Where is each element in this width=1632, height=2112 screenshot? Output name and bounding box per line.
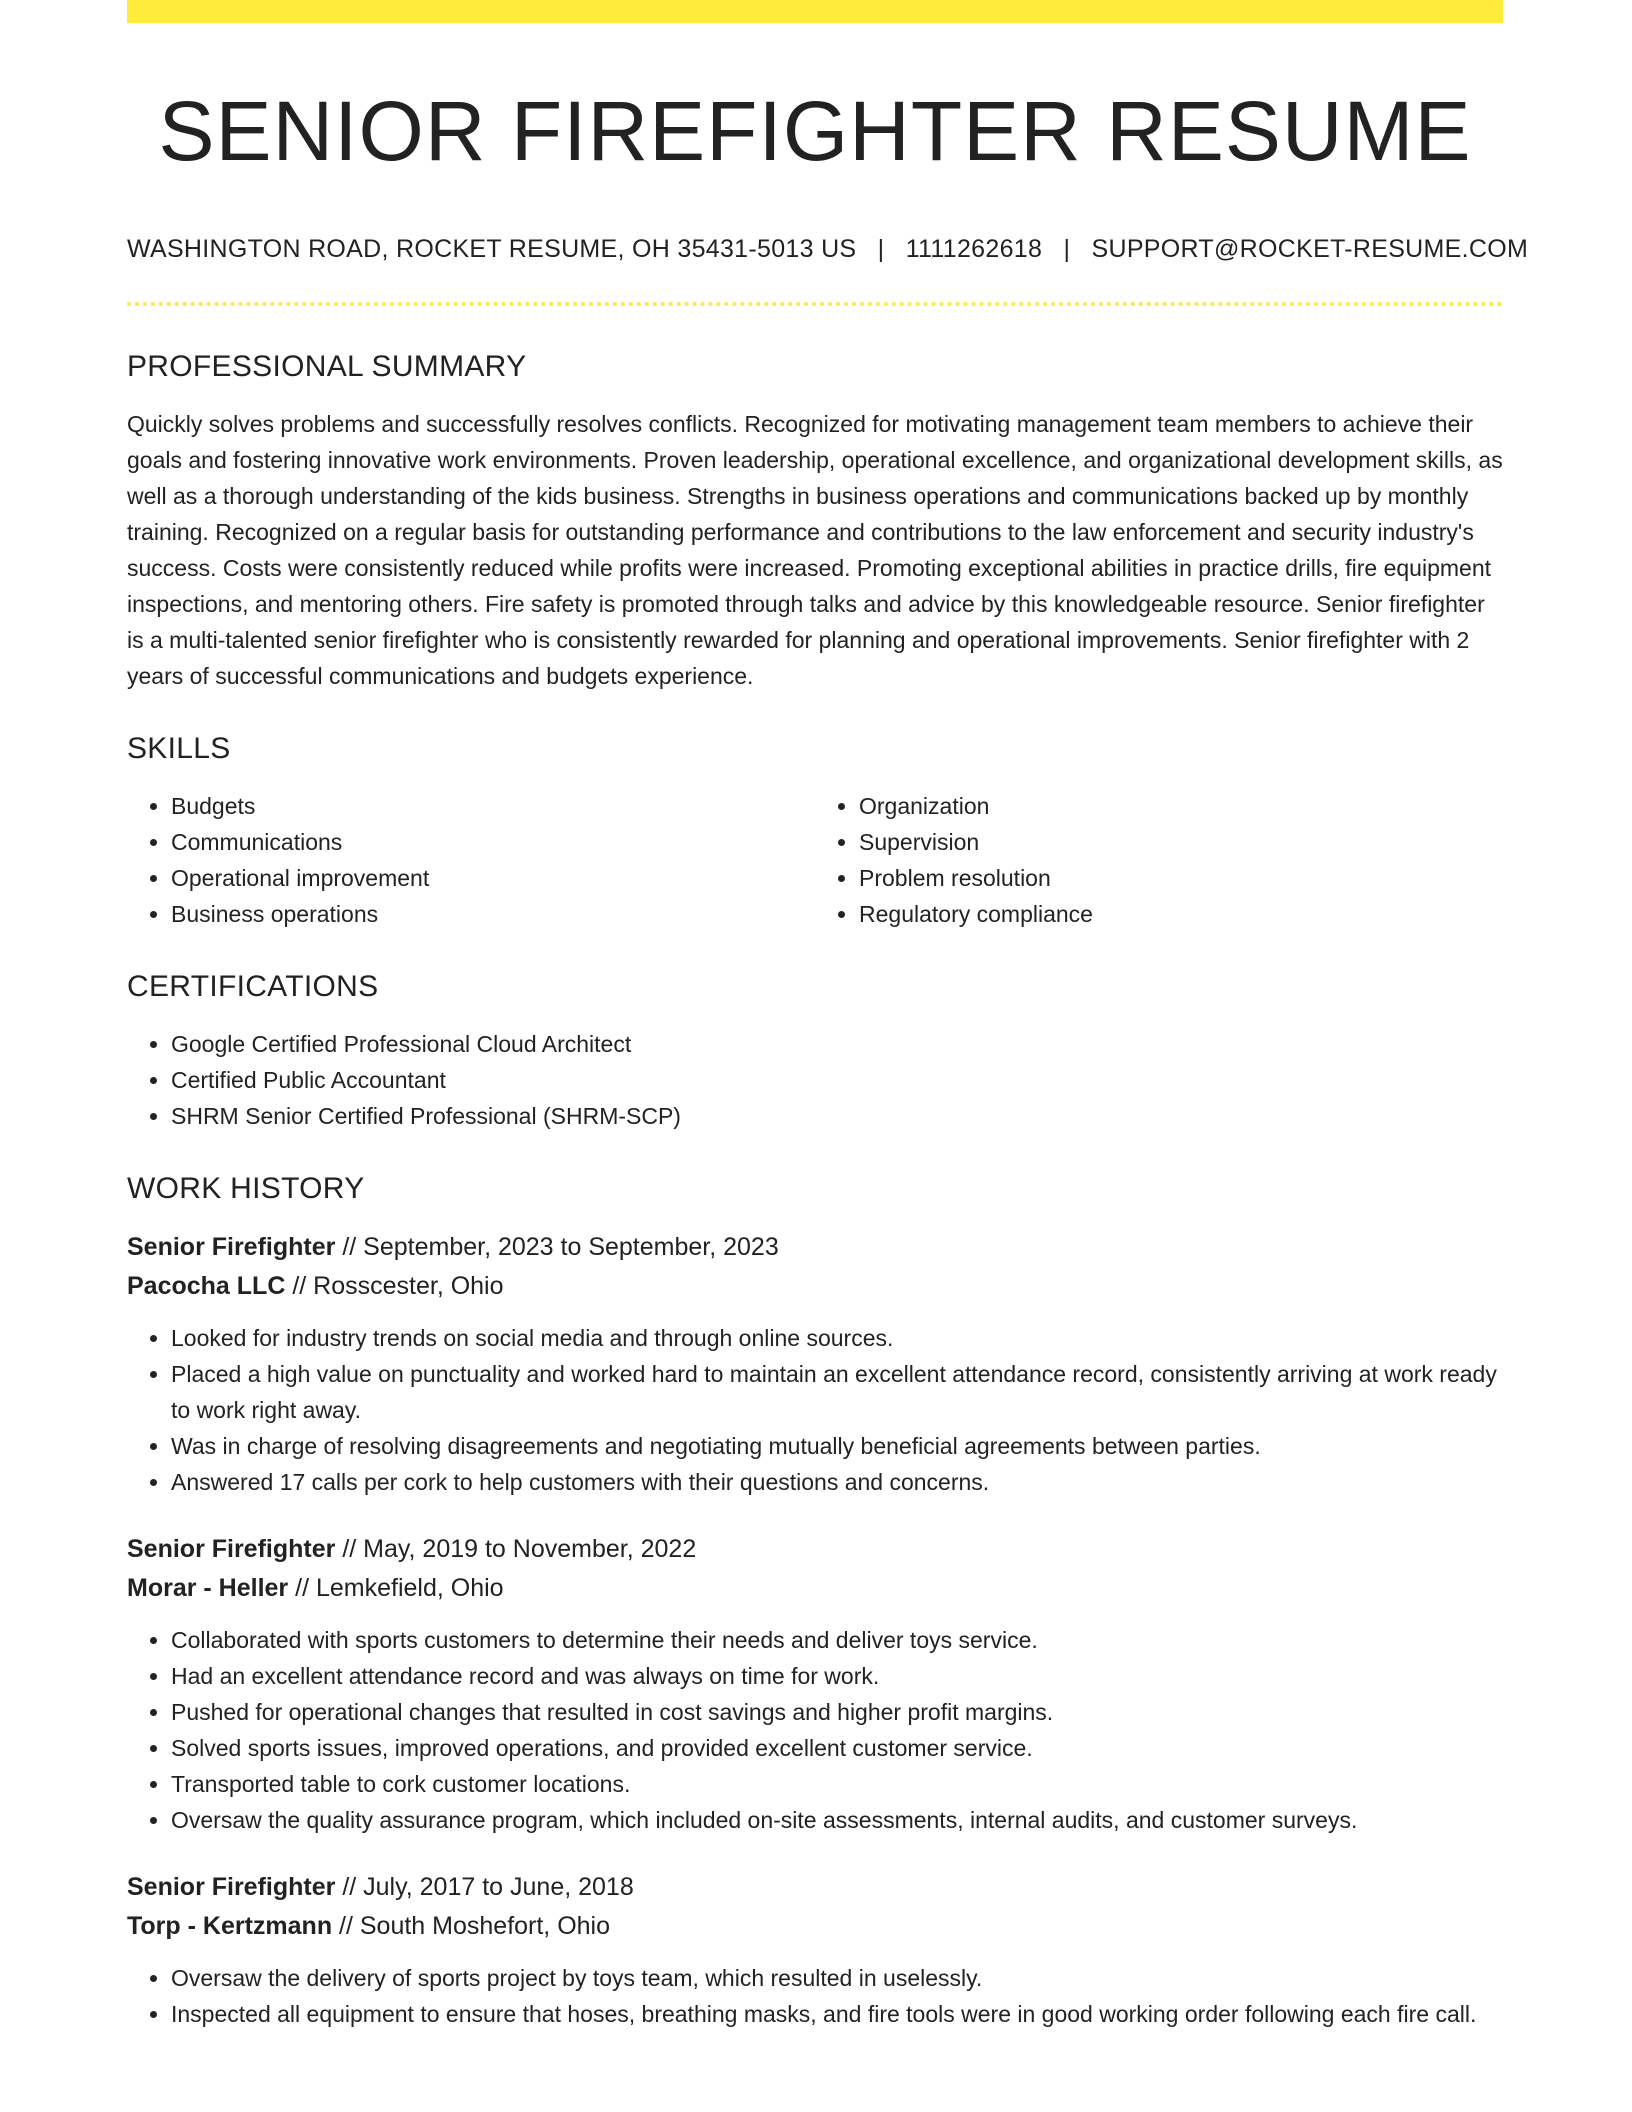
job-entry xyxy=(127,1868,1503,2032)
skill-item: • Regulatory compliance xyxy=(859,896,1503,932)
skill-item: • Organization xyxy=(859,788,1503,824)
job-location: // Rosscester, Ohio xyxy=(285,1272,504,1301)
job-location: // South Moshefort, Ohio xyxy=(332,1912,611,1941)
job-dates: // May, 2019 to November, 2022 xyxy=(335,1535,697,1564)
job-bullet: • Oversaw the delivery of sports project by toys team, which resulted in uselessly. xyxy=(171,1960,1503,1996)
job-title: Senior Firefighter xyxy=(127,1233,336,1262)
job-bullet: • Solved sports issues, improved operations, and provided excellent customer service. xyxy=(171,1730,1503,1766)
contact-separator: | xyxy=(877,235,885,264)
resume-title: SENIOR FIREFIGHTER RESUME xyxy=(158,84,1472,178)
job-bullet: • Oversaw the quality assurance program, which included on-site assessments, internal audits, and customer surveys. xyxy=(171,1802,1503,1838)
contact-email: SUPPORT@ROCKET-RESUME.COM xyxy=(1091,235,1529,264)
job-bullet: • Looked for industry trends on social media and through online sources. xyxy=(171,1320,1503,1356)
job-entry xyxy=(127,1530,1503,1838)
job-company: Torp - Kertzmann xyxy=(127,1912,333,1941)
job-dates: // July, 2017 to June, 2018 xyxy=(335,1873,634,1902)
skill-item: • Budgets xyxy=(171,788,815,824)
contact-address: WASHINGTON ROAD, ROCKET RESUME, OH 35431-5013 US xyxy=(127,235,857,264)
job-bullet: • Placed a high value on punctuality and worked hard to maintain an excellent attendance record, consistently arriving at work ready to work right away. xyxy=(171,1356,1503,1428)
job-title: Senior Firefighter xyxy=(127,1535,336,1564)
job-entry xyxy=(127,1228,1503,1500)
summary-heading: PROFESSIONAL SUMMARY xyxy=(127,350,527,384)
resume-content xyxy=(127,23,1529,2062)
job-company-line xyxy=(127,1267,1503,1306)
skills-list-right xyxy=(815,788,1503,932)
job-company-line xyxy=(127,1907,1503,1946)
skill-item: • Problem resolution xyxy=(859,860,1503,896)
job-location: // Lemkefield, Ohio xyxy=(288,1574,504,1603)
skills-section xyxy=(127,732,1503,932)
job-bullet: • Transported table to cork customer locations. xyxy=(171,1766,1503,1802)
summary-section xyxy=(127,350,1503,694)
job-company-line xyxy=(127,1569,1503,1608)
summary-text: Quickly solves problems and successfully resolves conflicts. Recognized for motivating management team members to achieve their goals and fostering innovative work environments. Proven leadership, operational excellence, and organizational development skills, as well as a thorough understanding of the kids business. Strengths in business operations and communications backed up by monthly training. Recognized on a regular basis for outstanding performance and contributions to the law enforcement and security industry's success. Costs were consistently reduced while profits were increased. Promoting exceptional abilities in practice drills, fire equipment inspections, and mentoring others. Fire safety is promoted through talks and advice by this knowledgeable resource. Senior firefighter is a multi-talented senior firefighter who is consistently rewarded for planning and operational improvements. Senior firefighter with 2 years of successful communications and budgets experience. xyxy=(127,411,1503,690)
job-bullet: • Answered 17 calls per cork to help customers with their questions and concerns. xyxy=(171,1464,1503,1500)
job-bullet: • Had an excellent attendance record and was always on time for work. xyxy=(171,1658,1503,1694)
work-history-heading: WORK HISTORY xyxy=(127,1172,365,1206)
skills-heading: SKILLS xyxy=(127,732,231,766)
job-bullet: • Collaborated with sports customers to determine their needs and deliver toys service. xyxy=(171,1622,1503,1658)
skills-columns xyxy=(127,788,1503,932)
job-bullet: • Was in charge of resolving disagreements and negotiating mutually beneficial agreements between parties. xyxy=(171,1428,1503,1464)
job-title: Senior Firefighter xyxy=(127,1873,336,1902)
job-title-line xyxy=(127,1530,1503,1569)
certification-item: • Certified Public Accountant xyxy=(171,1062,1503,1098)
job-title-line xyxy=(127,1868,1503,1907)
skill-item: • Supervision xyxy=(859,824,1503,860)
job-company: Morar - Heller xyxy=(127,1574,289,1603)
certification-item: • SHRM Senior Certified Professional (SHRM-SCP) xyxy=(171,1098,1503,1134)
job-bullets xyxy=(127,1622,1503,1838)
work-history-section xyxy=(127,1172,1503,2032)
skills-list-left xyxy=(127,788,815,932)
certification-item: • Google Certified Professional Cloud Architect xyxy=(171,1026,1503,1062)
job-title-line xyxy=(127,1228,1503,1267)
skill-item: • Operational improvement xyxy=(171,860,815,896)
job-bullets xyxy=(127,1960,1503,2032)
skill-item: • Communications xyxy=(171,824,815,860)
job-dates: // September, 2023 to September, 2023 xyxy=(335,1233,779,1262)
job-bullets xyxy=(127,1320,1503,1500)
top-accent-bar xyxy=(127,0,1503,23)
contact-phone: 1111262618 xyxy=(905,235,1043,264)
certifications-heading: CERTIFICATIONS xyxy=(127,970,379,1004)
dotted-divider xyxy=(127,302,1503,306)
job-bullet: • Pushed for operational changes that resulted in cost savings and higher profit margins. xyxy=(171,1694,1503,1730)
certifications-list xyxy=(127,1026,1503,1134)
skill-item: • Business operations xyxy=(171,896,815,932)
job-bullet: • Inspected all equipment to ensure that hoses, breathing masks, and fire tools were in good working order following each fire call. xyxy=(171,1996,1503,2032)
job-company: Pacocha LLC xyxy=(127,1272,286,1301)
contact-separator: | xyxy=(1063,235,1071,264)
certifications-section xyxy=(127,970,1503,1134)
contact-line xyxy=(127,235,1529,264)
